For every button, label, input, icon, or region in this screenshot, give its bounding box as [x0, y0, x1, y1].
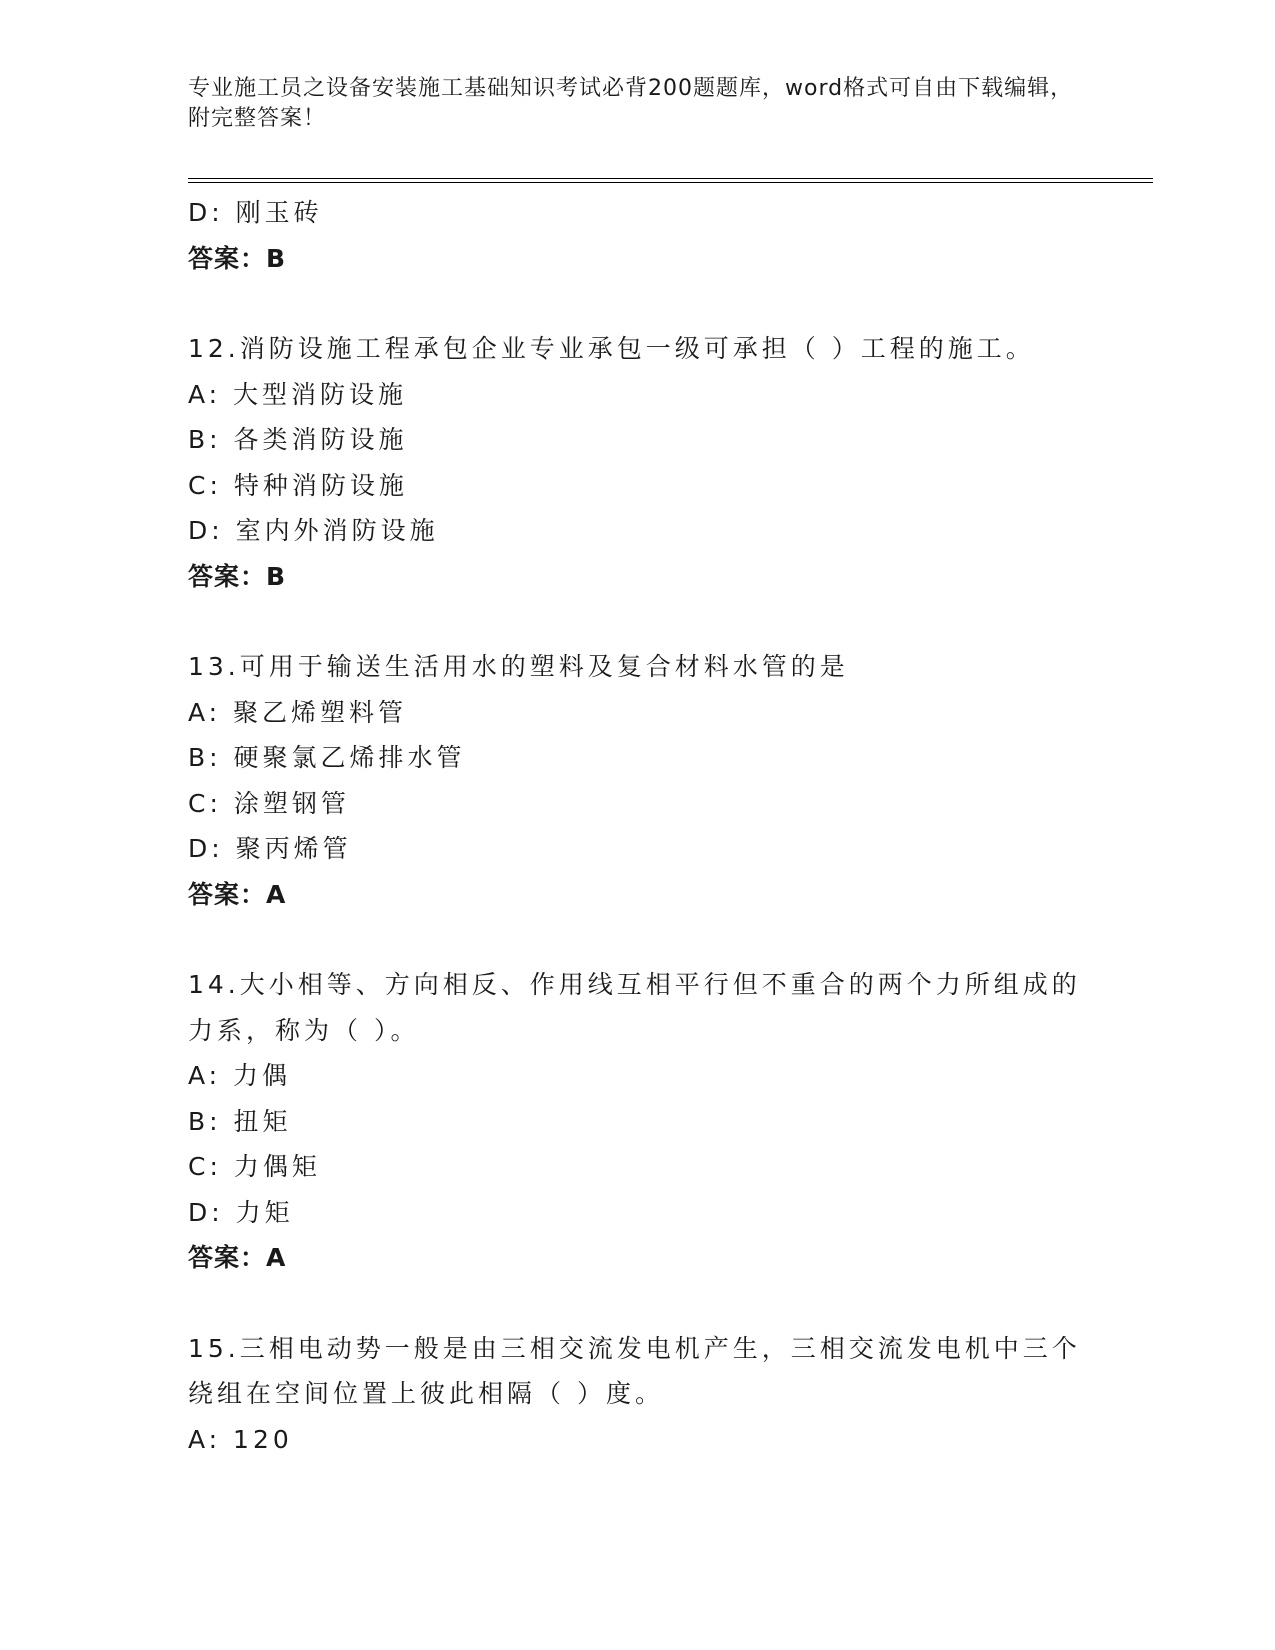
spacer	[188, 281, 1088, 326]
header-rule-top	[188, 178, 1153, 179]
option-d: D: 聚丙烯管	[188, 834, 352, 863]
question-text: 15.三相电动势一般是由三相交流发电机产生，三相交流发电机中三个绕组在空间位置上彼此相隔（ ）度。	[188, 1333, 1081, 1408]
answer: 答案：A	[188, 879, 287, 909]
answer: 答案：A	[188, 1243, 287, 1272]
document-header: 专业施工员之设备安装施工基础知识考试必背200题题库，word格式可自由下载编辑，附完整答案！	[188, 76, 1074, 131]
header-rule-bottom	[188, 182, 1153, 183]
option-d: D: 力矩	[188, 1197, 294, 1227]
spacer	[188, 1281, 1088, 1326]
option-c: C: 力偶矩	[188, 1152, 321, 1181]
option-a: A: 聚乙烯塑料管	[188, 697, 408, 727]
question-14	[188, 962, 1088, 1281]
spacer	[188, 599, 1088, 644]
option-b: B: 各类消防设施	[188, 425, 408, 454]
question-12	[188, 326, 1088, 599]
option-b: B: 扭矩	[188, 1106, 292, 1136]
option-b: B: 硬聚氯乙烯排水管	[188, 743, 466, 772]
question-13	[188, 644, 1088, 917]
option-a: A: 力偶	[188, 1061, 292, 1090]
option-c: C: 特种消防设施	[188, 470, 408, 500]
answer: 答案：B	[188, 243, 287, 273]
question-text: 13.可用于输送生活用水的塑料及复合材料水管的是	[188, 652, 849, 681]
spacer	[188, 917, 1088, 962]
answer: 答案：B	[188, 561, 287, 591]
option-d: D: 室内外消防设施	[188, 516, 439, 545]
option-a: A: 120	[188, 1424, 293, 1454]
document-body	[188, 190, 1088, 1462]
question-text: 12.消防设施工程承包企业专业承包一级可承担（ ）工程的施工。	[188, 334, 1035, 363]
question-text: 14.大小相等、方向相反、作用线互相平行但不重合的两个力所组成的力系，称为（ ）。	[188, 970, 1081, 1045]
option-c: C: 涂塑钢管	[188, 788, 350, 818]
option-d: D: 刚玉砖	[188, 198, 323, 227]
option-a: A: 大型消防设施	[188, 379, 408, 409]
question-15	[188, 1326, 1088, 1463]
